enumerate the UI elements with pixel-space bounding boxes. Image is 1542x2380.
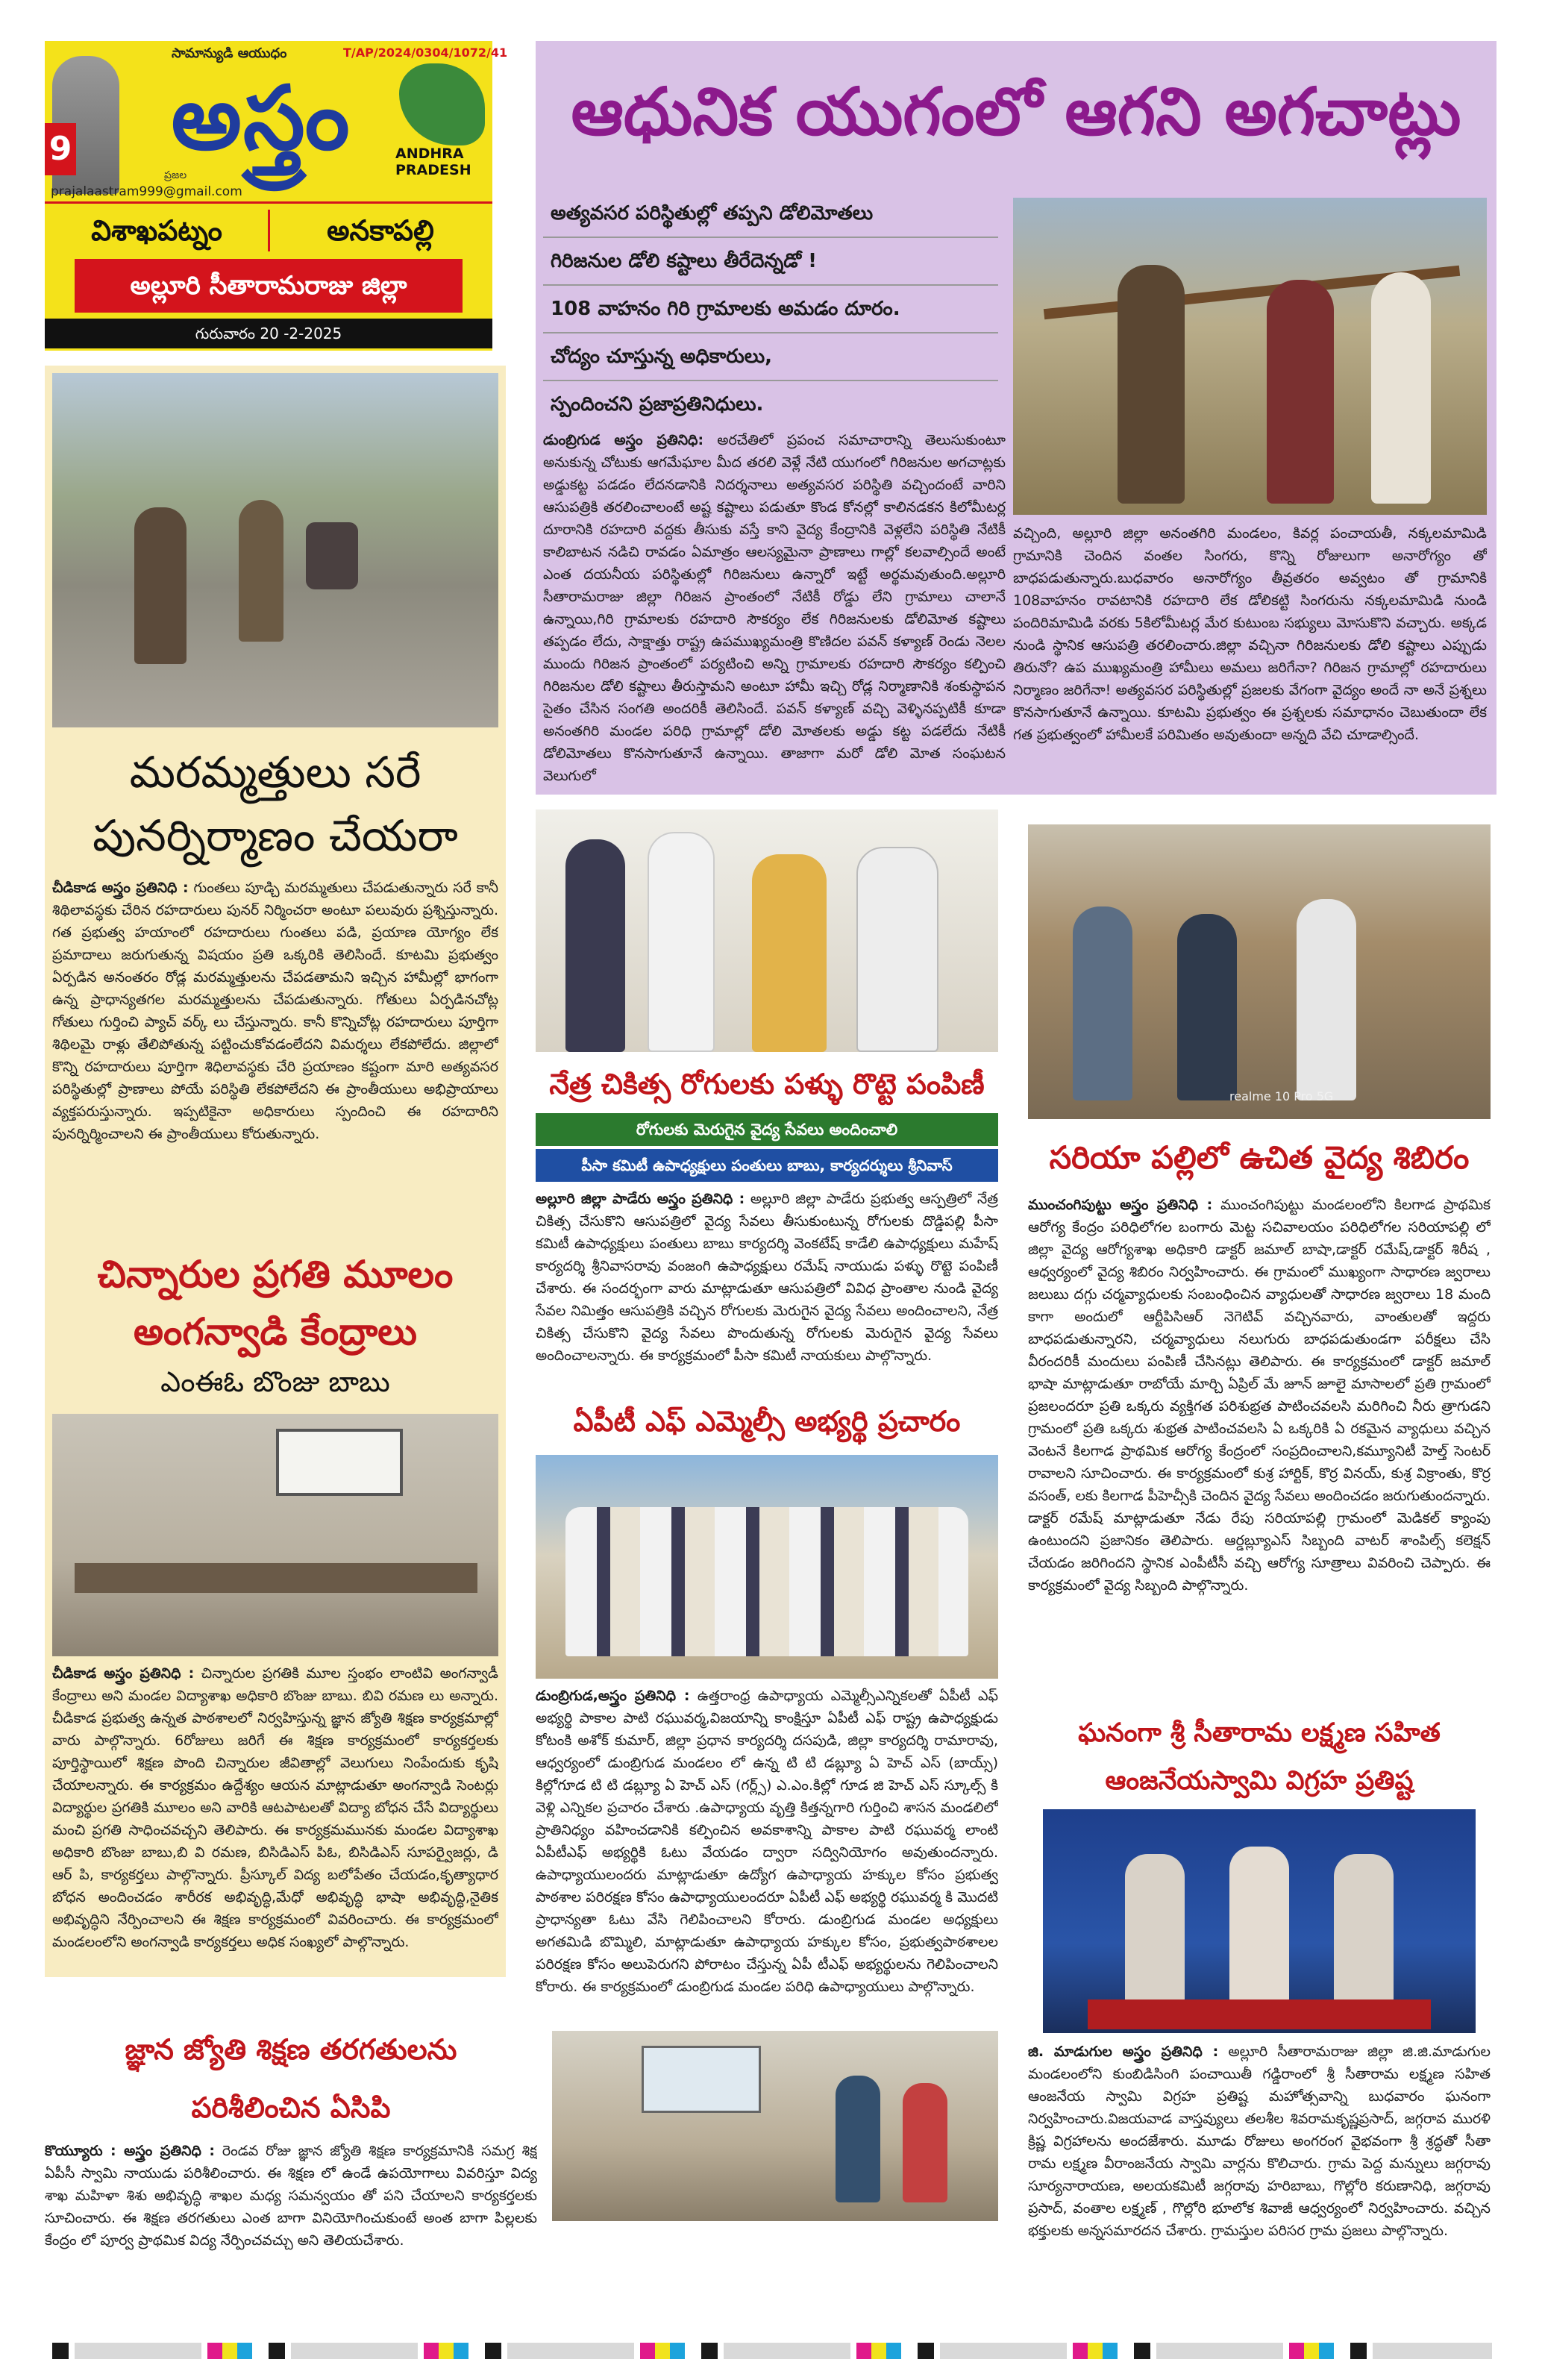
brand-subtitle: ప్రజల [164,169,187,181]
camp-headline: సరియా పల్లిలో ఉచిత వైద్య శిబిరం [1049,1139,1470,1176]
worker-silhouette [134,507,187,664]
masthead [45,41,508,351]
eye-body [536,1188,998,1389]
temple-dateline: జి. మాడుగుల అస్త్రం ప్రతినిధి : [1028,2044,1219,2060]
person-silhouette [1297,899,1356,1100]
group-silhouette [565,1507,968,1656]
anganwadi-body [52,1662,498,1972]
city-visakhapatnam: విశాఖపట్నం [91,214,222,247]
left-column [45,366,506,1977]
eye-sub-1: రోగులకు మెరుగైన వైద్య సేవలు అందించాలి [536,1113,998,1146]
lead-headline: ఆధునిక యుగంలో ఆగని అగచాట్లు [571,73,1461,150]
email-address: prajalaastram999@gmail.com [51,184,242,199]
lead-body-col2 [1013,522,1487,787]
camera-stamp: realme 10 Pro 5G [1229,1089,1334,1103]
city-anakapalli: అనకాపల్లి [327,214,434,247]
jnana-body-text: రెండవ రోజు జ్ఞాన జ్యోతి శిక్షణ కార్యక్రమానికి సమగ్ర శిక్ష ఏపీసీ స్వామి నాయుడు పరిశీలించారు. ఈ శిక్షణ లో ఉండే ఉపయోగాలు వివరిస్తూ విద్య శాఖ మహిళా శిశు అభివృద్ధి శాఖల మధ్య సమన్వయం తో పని చేయాలని కార్యకర్తలకు సూచించారు. ఈ శిక్షణ తరగతులు ఎంత బాగా వినియోగించుకుంటే అంత బాగా పిల్లలకు కేంద్రం లో పూర్వ ప్రాథమిక విద్య నేర్పించవచ్చు అని తెలియచేశారు. [45,2143,537,2249]
fruit-distribution-photo [536,809,998,1052]
lead-body-text-1: అరచేతిలో ప్రపంచ సమాచారాన్ని తెలుసుకుంటూ అనుకున్న చోటుకు ఆగమేఘాల మీద తరలి వెళ్లే నేటి యుగంలో గిరిజనుల అగచాట్లకు అడ్డుకట్ట పడడం లేదనడానికి నిదర్శనాలు అత్యవసర పరిస్థితి వచ్చిందంటే వారిని ఆసుపత్రికి తరలించాలంటే అష్ట కష్టాలు పడుతూ కొండ కోనల్లో కాలినడకన కిలోమీటర్ల దూరానికి రహదారి వద్దకు తీసుకు వస్తే కాని వైద్య కేంద్రానికి వెళ్లలేని పరిస్థితి నేటికీ కాలిబాటన నడిచి రావడం ఏమాత్రం ఆలస్యమైనా ప్రాణాలు గాల్లో కలవాల్సిందే అంటే ఎంత దయనీయ పరిస్థితుల్లో గిరిజనులు ఉన్నారో ఇట్టే అర్థమవుతుంది.అల్లూరి సీతారామరాజు జిల్లా గిరిజన ప్రాంతంలో నేటికీ రోడ్డు లేని గ్రామాలు చాలానే ఉన్నాయి,గిరి గ్రామాలకు రహదారి సౌకర్యం లేక గిరిజనులకు డోలిమోత కష్టాలు తప్పడం లేదు, సాక్షాత్తు రాష్ట్ర ఉపముఖ్యమంత్రి కొణిదల పవన్ కళ్యాణ్ రెండు నెలల ముందు గిరిజన ప్రాంతంలో పర్యటించి అన్ని గ్రామాలకు రహదారి సౌకర్యం కల్పించి గిరిజనుల డోలి కష్టాలు తీరుస్తామని అంటూ హామీ ఇచ్చి రోడ్ల నిర్మాణానికి శంకుస్థాపన సైతం చేసిన సంగతి అందరికీ తెలిసిందే. పవన్ కళ్యాణ్ వచ్చి వెళ్ళినప్పటికీ కూడా అనంతగిరి మండల పరిధి గ్రామాల్లో డోలి మోతలకు అడ్డు కట్ట పడలేదు నేటికీ డోలిమోతలు కొనసాగుతూనే ఉన్నాయి. తాజాగా మరో డోలి మోత సంఘటన వెలుగులో [543,432,1006,784]
ap-map-icon [399,63,485,145]
anganwadi-body-text: చిన్నారుల ప్రగతికి మూల స్తంభం లాంటివి అంగన్వాడీ కేంద్రాలు అని మండల విద్యాశాఖ అధికారి బొంజు బాబు. బివి రమణ లు అన్నారు. చీడికాడ ప్రభుత్వ ఉన్నత పాఠశాలలో నిర్వహిస్తున్న జ్ఞాన జ్యోతి శిక్షణ కార్యక్రమాల్లో వారు పాల్గొన్నారు. 6రోజులు జరిగే ఈ శిక్షణ కార్యక్రమంలో కార్యకర్తలకు పూర్తిస్థాయిలో శిక్షణ పొంది చిన్నారుల జీవితాల్లో వెలుగులు నింపేందుకు కృషి చేయాలన్నారు. ఈ కార్యక్రమం ఉద్దేశ్యం ఆయన మాట్లాడుతూ అంగన్వాడి సెంటర్లు విద్యార్థుల ప్రగతికి మూలం అని వారికి ఆటపాటలతో విద్యా బోధన చేసే విద్యార్థులు మంచి ప్రగతి సాధించవచ్చని తెలిపారు. ఈ కార్యక్రమమునకు మండల విద్యాశాఖ అధికారి బొంజు బాబు,బి వి రమణ, బిసిడిఎస్ పిఓ, బిసిడిఎస్ సూపర్వైజర్లు, డి ఆర్ పి, కార్యకర్తలు పాల్గొన్నారు. ప్రీస్కూల్ విద్య బలోపేతం చేయడం,కృత్యాధార బోధన అందించడం శారీరక అభివృద్ధి,మేధో అభివృద్ధి భాషా అభివృద్ధి,నైతిక అభివృద్ధిని నేర్పించాలని ఈ శిక్షణ కార్యక్రమంలో వివరించారు. ఈ కార్యక్రమంలో మండలంలోని అంగన్వాడి కార్యకర్తలు అధిక సంఖ్యలో పాల్గొన్నారు. [52,1665,498,1950]
lead-subhead-5: స్పందించని ప్రజాప్రతినిధులు. [551,393,764,416]
lead-photo-doli [1013,198,1487,515]
idol-silhouette [1229,1847,1289,2003]
medical-camp-photo [1028,824,1491,1119]
motorbike-silhouette [306,522,358,589]
city-band [45,201,492,257]
person-silhouette [1073,906,1132,1100]
registration-number: T/AP/2024/0304/1072/41 [343,46,508,60]
brand-logo: అస్త్రం [171,66,351,169]
eye-headline: నేత్ర చికిత్స రోగులకు పళ్ళు రొట్టె పంపిణీ [549,1068,985,1100]
masthead-top [45,41,508,201]
idol-silhouette [1125,1854,1185,2003]
aptf-dateline: డుంబ్రిగుడ,అస్త్రం ప్రతినిధి : [536,1688,690,1704]
anganwadi-headline-3: ఎంఈఓ బొంజు బాబు [160,1365,390,1398]
lead-subheads [543,190,998,422]
repairs-body [52,877,498,1291]
lead-subhead-3: 108 వాహనం గిరి గ్రామాలకు అమడం దూరం. [543,286,998,333]
repairs-dateline: చీడికాడ అస్త్రం ప్రతినిధి : [52,880,189,896]
lead-dateline: డుంబ్రిగుడ అస్త్రం ప్రతినిధి: [543,432,704,448]
camp-dateline: ముంచంగిపుట్టు అస్త్రం ప్రతినిధి : [1028,1197,1213,1213]
repairs-body-text: గుంతలు పూడ్చి మరమ్మతులు చేపడుతున్నారు సరే కానీ శిథిలావస్థకు చేరిన రహదారులు పునర్ నిర్మించరా అంటూ పలువురు ప్రశ్నిస్తున్నారు. గత ప్రభుత్వ హయాంలో రహదారులు గుంతలు పడి, ప్రయాణ యోగ్యం లేక ప్రమాదాలు జరుగుతున్న విషయం ప్రతి ఒక్కరికి తెలిసిందే. కూటమి ప్రభుత్వం ఏర్పడిన అనంతరం రోడ్ల మరమ్మత్తులను చేపడతామని ఇచ్చిన హామీల్లో భాగంగా ఉన్న ప్రాధాన్యతగల మరమ్మత్తులను చేపడుతున్నారు. గోతులు ఏర్పడినచోట్ల గోతులు గుర్తించి ప్యాచ్ వర్క్ లు చేస్తున్నారు. కానీ కొన్నిచోట్ల రహదారులు పూర్తిగా శిథిలమై రాళ్లు తేలిపోతున్న పట్టించుకోవడంలేదని విమర్శలు లేకపోలేదు. జిల్లాలో కొన్ని రహదారులు పూర్తిగా శిధిలావస్థకు చేరి ప్రయాణం కష్టంగా మారి అత్యవసర పరిస్థితుల్లో ప్రాణాలు పోయే పరిస్థితి లేకపోలేదని ఈ ప్రాంతీయులు అభిప్రాయాలు వ్యక్తపరుస్తున్నారు. ఇప్పటికైనా అధికారులు స్పందించి ఈ రహదారిని పునర్నిర్మించాలని ఈ ప్రాంతీయులు కోరుతున్నారు. [52,880,498,1142]
temple-idols-photo [1043,1809,1476,2033]
desks-row [75,1563,477,1593]
road-repair-photo [52,373,498,727]
anganwadi-dateline: చీడికాడ అస్త్రం ప్రతినిధి : [52,1665,195,1682]
person-silhouette [1177,914,1237,1100]
temple-body-text: అల్లూరి సీతారామరాజు జిల్లా జి.జి.మాడుగుల మండలంలోని కుంబిడిసింగి పంచాయితీ గడ్డిరాంలో శ్రీ సీతారామ లక్ష్మణ సహిత ఆంజనేయ స్వామి విగ్రహ ప్రతిష్ట మహోత్సవాన్ని బుధవారం ఘనంగా నిర్వహించారు.విజయవాడ వాస్తవ్యులు తలశీల శివరామకృష్ణప్రసాద్, జగ్గరావ మురళి క్రిష్ణ విగ్రహాలను అందజేశారు. మూడు రోజులు అంగరంగ వైభవంగా శ్రీ శ్రద్ధతో సీతా రామ లక్ష్మణ వీరాంజనేయ స్వామి వార్లను కొలిచారు. గ్రామ పెద్ద మన్నులు జగ్గరావు సూర్యనారాయణ, అలయకమిటీ జగ్గరావు హరిబాబు, గొల్లోరి కరుణానిధి, జగ్గరావు ప్రసాద్, వంతాల లక్ష్మణ్ , గొల్లోరి భూలోక శివాజీ ఆధ్వర్యంలో నిర్వహించారు. వచ్చిన భక్తులకు అన్నసమారదన చేశారు. గ్రామస్తుల పరిసర గ్రామ ప్రజలు పాల్గొన్నారు. [1028,2044,1491,2239]
anganwadi-headline-1: చిన్నారుల ప్రగతి మూలం [97,1253,454,1296]
person-silhouette [648,832,715,1052]
worker-silhouette [239,500,283,642]
lead-subhead-4: చోద్యం చూస్తున్న అధికారులు, [543,333,998,381]
print-registration-bar [52,2343,1492,2359]
idol-silhouette [1334,1854,1394,2003]
lead-subhead-2: గిరిజనుల డోలి కష్టాలు తీరేదెన్నడో ! [543,238,998,286]
temple-headline-2: ఆంజనేయస్వామి విగ్రహ ప్రతిష్ట [1105,1766,1414,1796]
state-label [395,145,492,178]
temple-headline-1: ఘనంగా శ్రీ సీతారామ లక్ష్మణ సహిత [1078,1718,1441,1748]
jnana-classroom-photo [552,2031,998,2221]
altar-base [1088,1999,1431,2029]
eye-body-text: అల్లూరి జిల్లా పాడేరు ప్రభుత్వ ఆస్పత్రిలో నేత్ర చికిత్స చేసుకొని ఆసుపత్రిలో వైద్య సేవలు తీసుకుంటున్న రోగులకు దొడ్డిపల్లి పీసా కమిటీ ఉపాధ్యక్షులు పంతులు బాబు కార్యదర్శి వెంకటేష్ కాడేలి ఉపాధ్యక్షులు మహేష్ కార్యదర్శి శ్రీనివాసరావు వంజంగి ఉపాధ్యక్షులు రమేష్ నాయుడు పళ్ళు రొట్టె పంపిణీ చేశారు. ఈ సందర్భంగా వారు మాట్లాడుతూ ఆసుపత్రిలో వివిధ ప్రాంతాల నుండి వైద్య సేవల నిమిత్తం ఆసుపత్రికి వచ్చిన రోగులకు మెరుగైన వైద్య సేవలు అందించాలని, నేత్ర చికిత్స చేసుకొని వైద్య సేవలు పొందుతున్న రోగులకు మెరుగైన వైద్య సేవలు అందించాలన్నారు. ఈ కార్యక్రమంలో పీసా కమిటీ నాయకులు పాల్గొన్నారు. [536,1191,998,1364]
page-number: 9 [45,123,76,175]
repairs-headline-2: పునర్నిర్మాణం చేయరా [93,810,458,861]
district-band: అల్లూరి సీతారామరాజు జిల్లా [75,259,463,313]
repairs-headline-1: మరమ్మత్తులు సరే [129,747,421,798]
jnana-headline-1: జ్ఞాన జ్యోతి శిక్షణ తరగతులను [125,2033,457,2066]
lead-body-text-2: వచ్చింది, అల్లూరి జిల్లా అనంతగిరి మండలం, కివర్ల పంచాయతీ, నక్కలమామిడి గ్రామానికి చెందిన వంతల సింగరు, కొన్ని రోజులుగా అనారోగ్యం తో బాధపడుతున్నారు.బుధవారం అనారోగ్యం తీవ్రతరం అవ్వటం తో గ్రామానికి 108వాహనం రావటానికి రహదారి లేక డోలికట్టి సింగరును నక్కలమామిడి నుండి పందిరిమామిడి వరకు 5కిలోమీటర్ల మేర కుటుంబ సభ్యులు మోసుకొని వచ్చారు. అక్కడ నుండి స్థానిక ఆసుపత్రి తరలించారు.జిల్లా వచ్చినా గిరిజనులకు డోలి కష్టాలు ఎప్పుడు తిరునో? ఉప ముఖ్యమంత్రి హామీలు అమలు జరిగేనా? గిరిజన గ్రామాల్లో రహదారులు నిర్మాణం జరిగేనా! అత్యవసర పరిస్థితుల్లో ప్రజలకు వేగంగా వైద్యం అందే నా అనే ప్రశ్నలు కొనసాగుతూనే ఉన్నాయి. కూటమి ప్రభుత్వం ఈ ప్రశ్నలకు సమాధానం చెబుతుందా లేక గత ప్రభుత్వంలో హామీలకే పరిమితం అవుతుందా అన్నది వేచి చూడాల్సిందే. [1013,525,1487,743]
lead-subhead-1: అత్యవసర పరిస్థితుల్లో తప్పని డోలిమోతలు [543,190,998,238]
jnana-body [45,2140,537,2334]
state-line-1: ANDHRA [395,145,464,162]
camp-body-text: ముంచంగిపుట్టు మండలంలోని కిలగాడ ప్రాథమిక ఆరోగ్య కేంద్రం పరిధిలోగల బంగారు మెట్ట సచివాలయం పరిధిలోగల సరియాపల్లి లో జిల్లా వైద్య ఆరోగ్యశాఖ అధికారి డాక్టర్ జమాల్ బాషా,డాక్టర్ రమేష్,డాక్టర్ శిరీష , ఆధ్వర్యంలో వైద్య శిబిరం నిర్వహించారు. ఈ గ్రామంలో ముఖ్యంగా సాధారణ జ్వరాలు జలుబు దగ్గు చర్మవ్యాధులకు సంబంధించిన వ్యాధులతో సాధారణ జ్వరాలు 18 మంది కాగా అందులో ఆర్టీపిసిఆర్ నెగెటివ్ వచ్చినవారు, వాంతులతో ఇద్దరు బాధపడుతున్నారని, చర్మవ్యాధులు నలుగురు బాధపడుతుండగా పరీక్షలు చేసి వీరందరికీ మందులు పంపిణీ చేసినట్లు తెలిపారు. ఈ కార్యక్రమంలో డాక్టర్ జమాల్ భాషా మాట్లాడుతూ రాబోయే మార్చి ఏప్రిల్ మే జూన్ జూలై మాసాలలో ప్రతి గ్రామంలో ప్రజలందరూ ప్రతి ఒక్కరు వ్యక్తిగత పరిశుభ్రత పాటించవలసి మరిగించి నీరు త్రాగుడని గ్రామంలో ప్రతి ఒక్కరు శుభ్రత పాటించవలసి ఏ ఒక్కరికి ఏ రకమైన వ్యాధులు వచ్చిన వెంటనే కిలగాడ ప్రాథమిక ఆరోగ్య కేంద్రంలో సంప్రదించాలని,కమ్యూనిటీ హెల్త్ సెంటర్ రావాలని సూచించారు. ఈ కార్యక్రమంలో కుశ్ర హార్టిక్, కొర్ర వినయ్, కుశ్ర విక్రాంతు, కొర్ర వసంత్, లకు కిలగాడ పీహెచ్సీకి చెందిన వైద్య సేవలు అందించడం జరుగుతుందన్నారు. డాక్టర్ రమేష్ మాట్లాడుతూ నేడు రేపు సరియాపల్లి గ్రామంలో మెడికల్ క్యాంపు ఉంటుందని ప్రజానికం తెలిపారు. ఆర్డబ్ల్యూఎస్ సిబ్బంది వాటర్ శాంపిల్స్ కలెక్షన్ చేయడం జరిగిందని స్థానిక ఎంపీటీసీ వచ్చి ఆరోగ్య సూత్రాలు వివరించి చెప్పారు. ఈ కార్యక్రమంలో వైద్య సిబ్బంది పాల్గొన్నారు. [1028,1197,1491,1594]
eye-sub-2: పీసా కమిటీ ఉపాధ్యక్షులు పంతులు బాబు, కార్యదర్శులు శ్రీనివాస్ [536,1149,998,1182]
person-silhouette [565,839,625,1052]
anganwadi-training-photo [52,1414,498,1656]
person-silhouette [1118,265,1185,504]
person-silhouette [1371,272,1431,504]
aptf-body-text: ఉత్తరాంధ్ర ఉపాధ్యాయ ఎమ్మెల్సీఎన్నికలతో ఏపీటీ ఎఫ్ అభ్యర్థి పాకాల పాటి రఘువర్మ,విజయాన్ని కాంక్షిస్తూ ఏపీటీ ఎఫ్ రాష్ట్ర ఉపాధ్యక్షుడు కోటంకి అశోక్ కుమార్, జిల్లా ప్రధాన కార్యదర్శి దసపుడి, జిల్లా కార్యదర్శి రామారావు, ఆధ్వర్యంలో డుంబ్రిగుడ మండలం లో ఉన్న టి టి డబ్ల్యూ ఏ హెచ్ ఎస్ (బాయ్స్) కిల్లోగూడ టి టి డబ్ల్యూ ఏ హెచ్ ఎస్ (గర్ల్స్) ఎ.ఎం.కిల్లో గూడ జి హెచ్ ఎస్ స్కూల్స్ కి వెళ్లి ఎన్నికల ప్రచారం చేశారు .ఉపాధ్యాయ వృత్తి కిత్తన్నగారి గుర్తించి శాసన మండలిలో ప్రాతినిధ్యం వహించడానికి కల్పించిన అవకాశాన్ని పాకాల పాటి రఘువర్మ లాంటి ఏపీటీఎఫ్ అభ్యర్థికి ఓటు వేయడం ద్వారా సద్వినియోగం అవుతుందన్నారు. ఉపాధ్యాయులందరు మాట్లాడుతూ ఉద్యోగ ఉపాధ్యాయ హక్కుల కోసం ప్రభుత్వ పాఠశాల పరిరక్షణ కోసం ఉపాధ్యాయులందరూ ఏపీటీ ఎఫ్ అభ్యర్థి రఘువర్మ కి మొదటి ప్రాధాన్యతా ఓటు వేసి గెలిపించాలని కోరారు. డుంబ్రిగుడ మండల అధ్యక్షులు అగతమిడి బొమ్మిలి, మాట్లాడుతూ ఉపాధ్యాయ హక్కుల కోసం, ప్రభుత్వపాఠశాలల పరిరక్షణ కోసం అలుపెరుగని పోరాటం చేస్తున్న ఏపీ టీఎఫ్ అభ్యర్థులను గెలిపించాలని కోరారు. ఈ కార్యక్రమంలో డుంబ్రిగుడ మండల పరిధి ఉపాధ్యాయులు పాల్గొన్నారు. [536,1688,998,1995]
lead-story [536,41,1496,795]
person-silhouette [752,854,827,1052]
projector-screen [642,2046,761,2113]
aptf-campaign-photo [536,1455,998,1679]
jnana-headline-2: పరిశీలించిన ఏసిపి [191,2091,391,2124]
state-line-2: PRADESH [395,162,471,178]
temple-body [1028,2041,1491,2335]
lead-body-col1 [543,429,1006,787]
motto: సామాన్యుడి ఆయుధం [172,46,287,61]
aptf-headline: ఏపీటీ ఎఫ్ ఎమ్మెల్సీ అభ్యర్థి ప్రచారం [573,1405,961,1438]
eye-dateline: అల్లూరి జిల్లా పాడేరు అస్త్రం ప్రతినిధి : [536,1191,745,1207]
whiteboard [276,1429,403,1496]
person-silhouette [903,2083,947,2202]
date-band: గురువారం 20 -2-2025 [45,319,492,348]
person-silhouette [1267,280,1334,504]
anganwadi-headline-2: అంగన్వాడి కేంద్రాలు [134,1310,417,1353]
camp-body [1028,1194,1491,1731]
jnana-dateline: కొయ్యూరు : అస్త్రం ప్రతినిధి : [45,2143,215,2159]
aptf-body [536,1685,998,2024]
person-silhouette [836,2076,880,2202]
person-silhouette [856,847,938,1052]
